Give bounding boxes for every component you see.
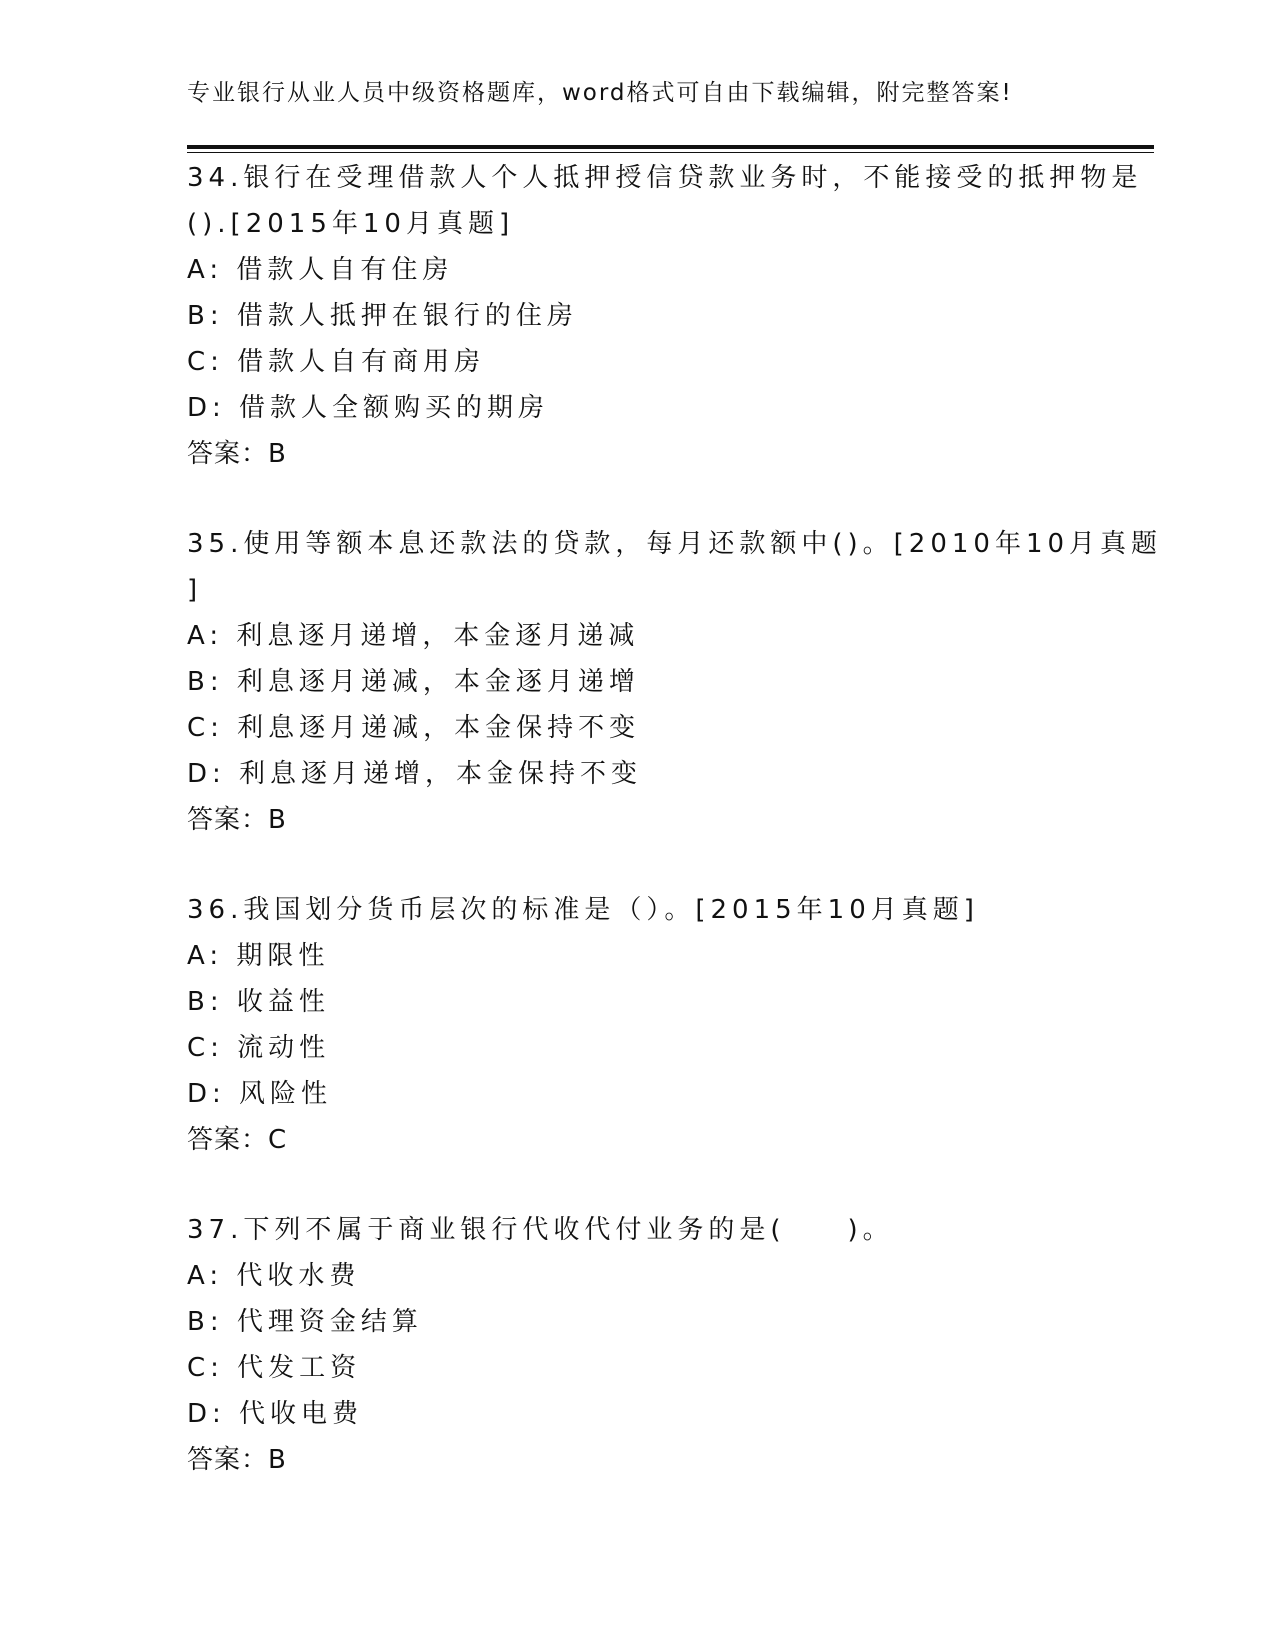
option-d: D: 代收电费 <box>187 1399 364 1429</box>
question-stem-line: 37.下列不属于商业银行代收代付业务的是( )。 <box>187 1215 894 1245</box>
answer-line: 答案：B <box>187 805 287 835</box>
option-d: D: 借款人全额购买的期房 <box>187 393 550 423</box>
header-rule-thick <box>187 145 1154 149</box>
question-37 <box>187 1207 1087 1483</box>
option-c: C: 利息逐月递减，本金保持不变 <box>187 713 641 743</box>
option-c: C: 借款人自有商用房 <box>187 347 486 377</box>
question-stem-line: ] <box>187 575 203 605</box>
option-b: B: 收益性 <box>187 987 330 1017</box>
question-36 <box>187 887 1087 1163</box>
option-a: A: 利息逐月递增，本金逐月递减 <box>187 621 640 651</box>
question-stem-line: 35.使用等额本息还款法的贷款，每月还款额中()。[2010年10月真题 <box>187 529 1163 559</box>
answer-line: 答案：B <box>187 439 287 469</box>
question-35 <box>187 521 1163 843</box>
option-d: D: 利息逐月递增，本金保持不变 <box>187 759 643 789</box>
option-a: A: 代收水费 <box>187 1261 361 1291</box>
question-stem-line: 36.我国划分货币层次的标准是（）。[2015年10月真题] <box>187 895 979 925</box>
question-34 <box>187 155 1143 477</box>
answer-line: 答案：C <box>187 1125 288 1155</box>
header-rule-thin <box>187 152 1154 153</box>
option-b: B: 借款人抵押在银行的住房 <box>187 301 578 331</box>
option-b: B: 代理资金结算 <box>187 1307 423 1337</box>
question-stem-line: 34.银行在受理借款人个人抵押授信贷款业务时，不能接受的抵押物是 <box>187 163 1143 193</box>
page-header: 专业银行从业人员中级资格题库，word格式可自由下载编辑，附完整答案! <box>187 80 1013 106</box>
option-a: A: 期限性 <box>187 941 330 971</box>
question-stem-line: ().[2015年10月真题] <box>187 209 515 239</box>
question-list <box>187 155 1163 1527</box>
option-c: C: 代发工资 <box>187 1353 362 1383</box>
option-a: A: 借款人自有住房 <box>187 255 454 285</box>
option-d: D: 风险性 <box>187 1079 333 1109</box>
answer-line: 答案：B <box>187 1445 287 1475</box>
option-b: B: 利息逐月递减，本金逐月递增 <box>187 667 640 697</box>
option-c: C: 流动性 <box>187 1033 331 1063</box>
